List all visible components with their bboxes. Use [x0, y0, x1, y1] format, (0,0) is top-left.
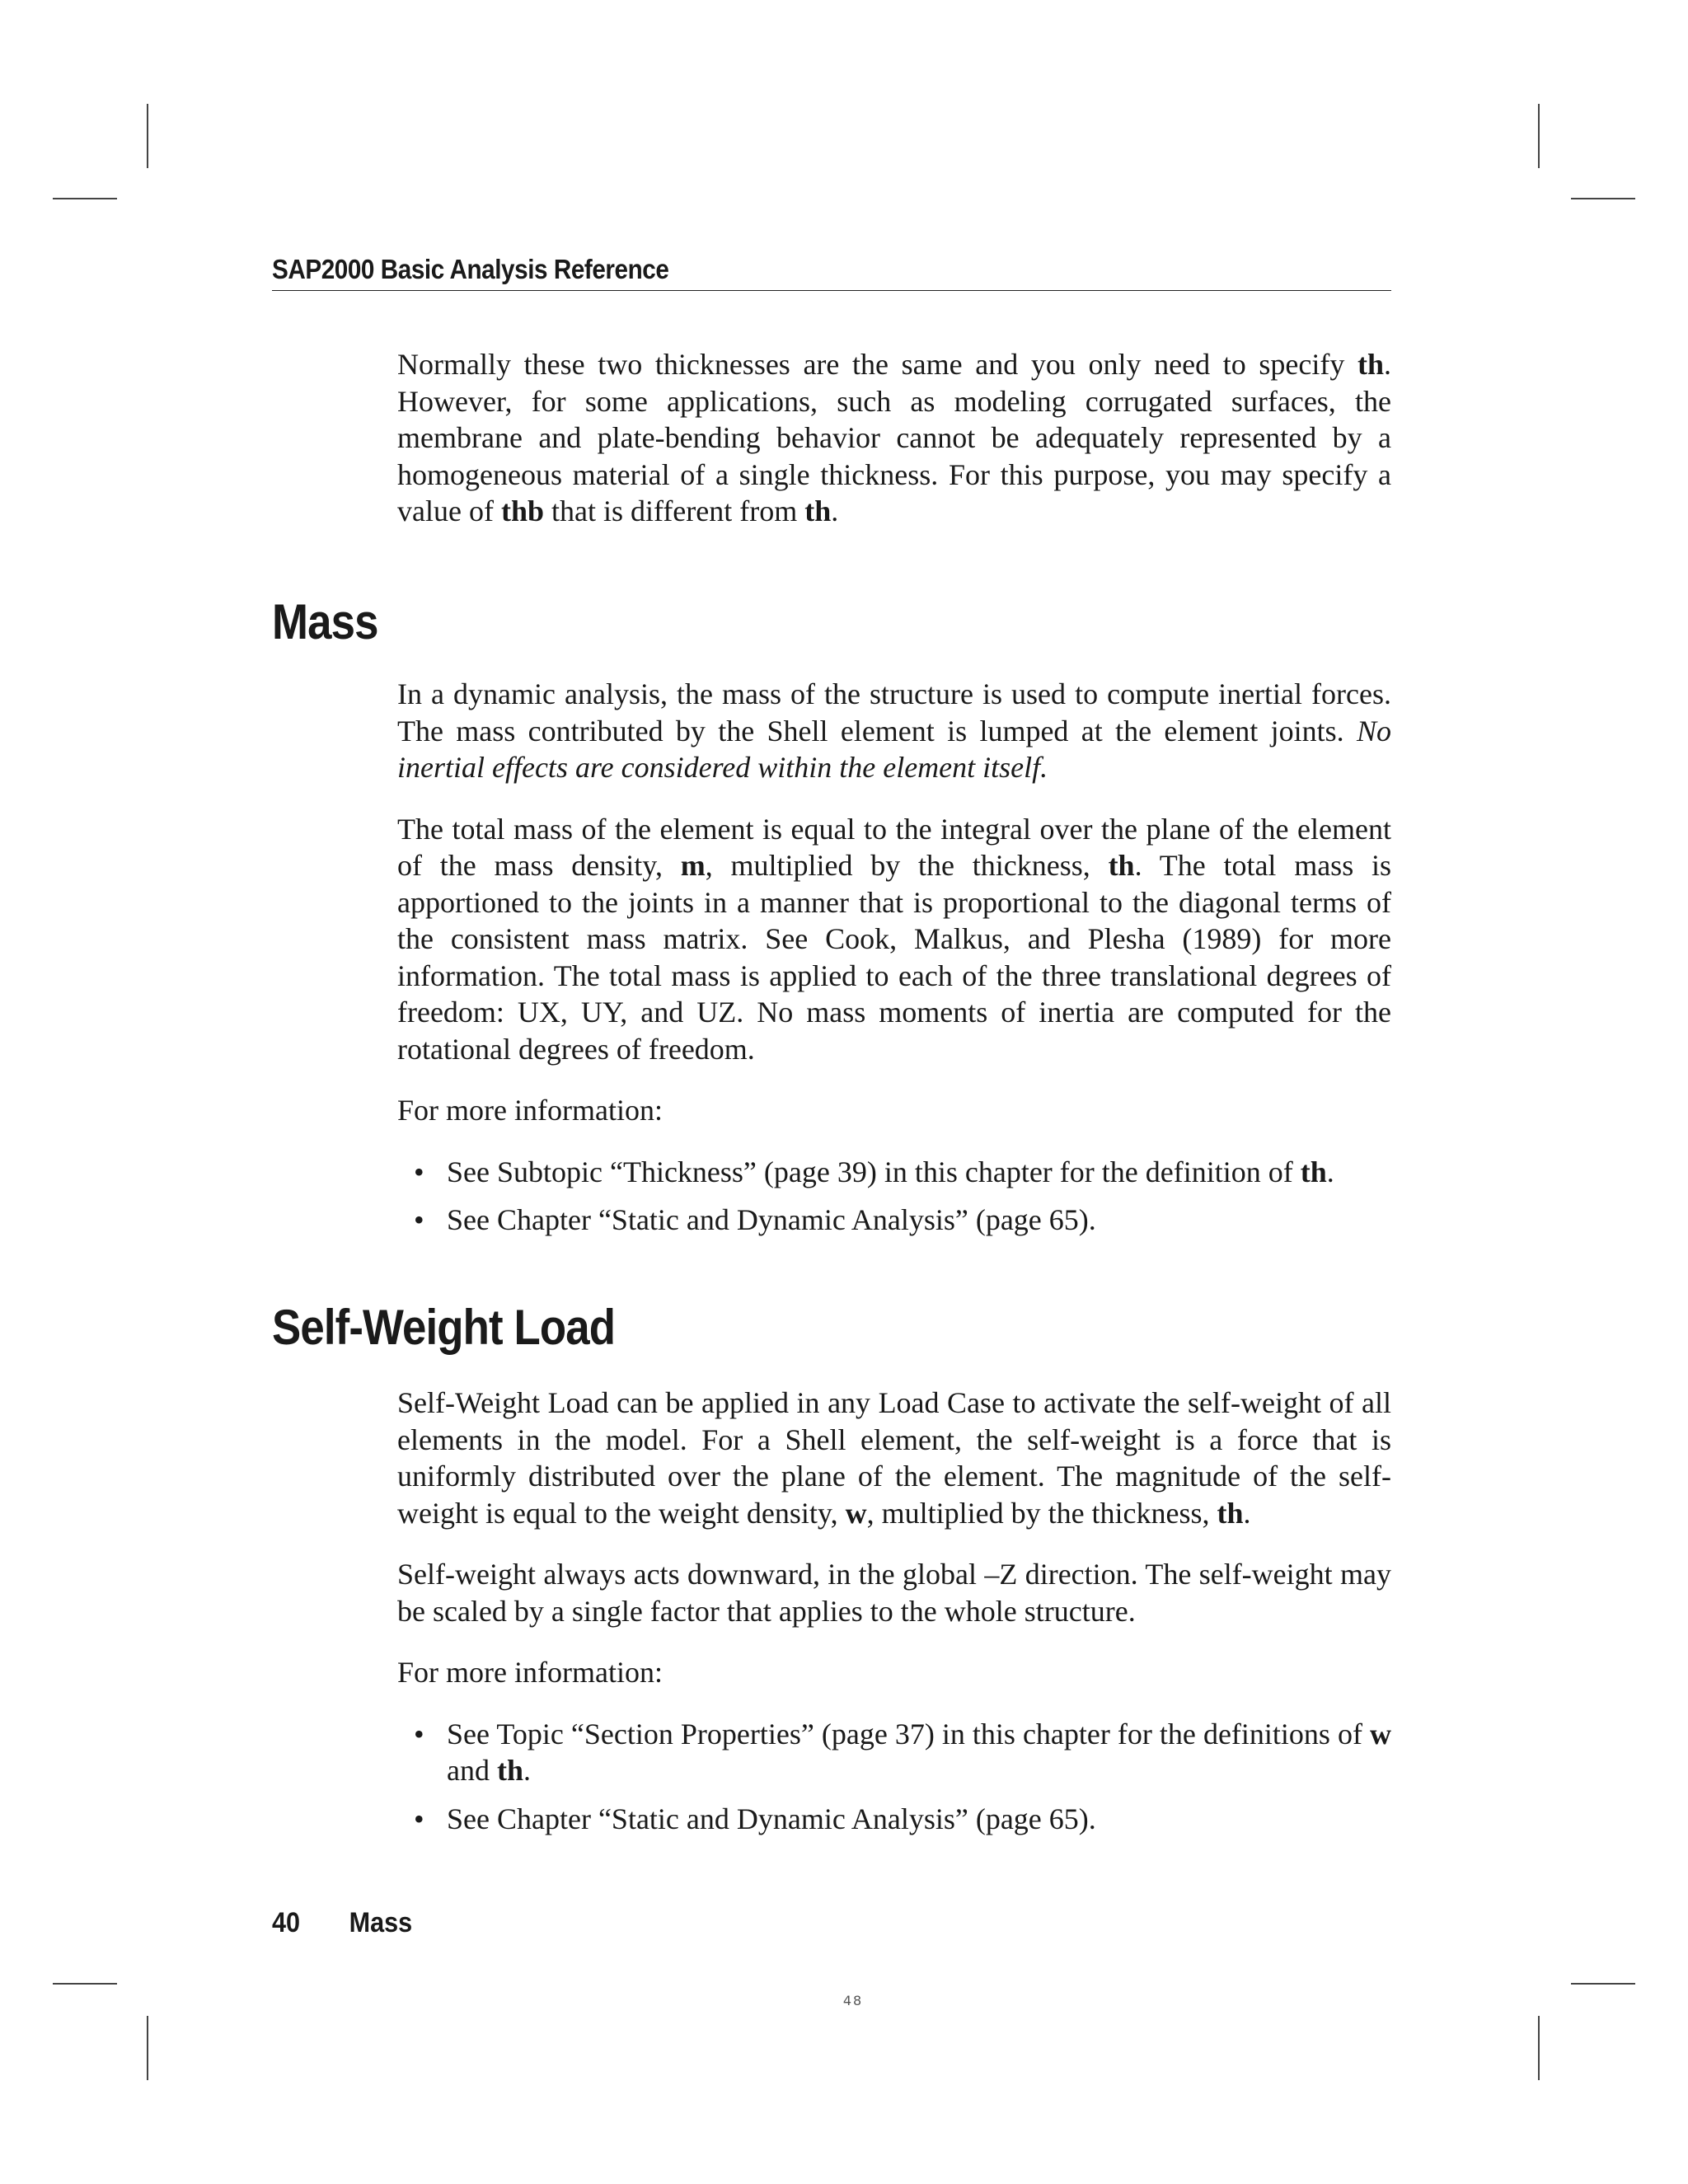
crop-mark — [53, 198, 117, 199]
bold-term: w — [1370, 1717, 1391, 1750]
text-run: . — [831, 494, 839, 527]
bold-term: thb — [500, 494, 544, 527]
sheet-number: 48 — [842, 1993, 864, 2008]
bold-term: th — [1108, 849, 1135, 882]
text-run: See Topic “Section Properties” (page 37) in this chapter for the definitions of — [447, 1717, 1370, 1750]
mass-section-body — [397, 676, 1391, 1250]
text-run: See Chapter “Static and Dynamic Analysis” (page 65). — [447, 1802, 1096, 1835]
text-run: . The total mass is apportioned to the joints in a manner that is proportional to the diagonal terms of the consistent mass matrix. See Cook, Malkus, and Plesha (1989) for more information. The total mass is applied to each of the three translational degrees of freedom: UX, UY, and UZ. No mass moments of inertia are computed for the rotational degrees of freedom. — [397, 849, 1391, 1066]
list-item — [397, 1801, 1391, 1838]
mass-paragraph-2 — [397, 811, 1391, 1068]
page-footer — [272, 1907, 412, 1939]
text-run: Normally these two thicknesses are the same and you only need to specify — [397, 348, 1357, 381]
text-run: , multiplied by the thickness, — [705, 849, 1109, 882]
crop-mark — [147, 104, 148, 168]
text-run: The total mass of the element is equal to the integral over the plane of the element of the mass density, — [397, 812, 1391, 882]
mass-paragraph-1 — [397, 676, 1391, 786]
bold-term: th — [496, 1754, 523, 1787]
list-item — [397, 1716, 1391, 1789]
italic-run: No inertial effects are considered within the element itself. — [397, 714, 1391, 784]
running-head: SAP2000 Basic Analysis Reference — [272, 254, 669, 284]
text-run: . — [523, 1754, 531, 1787]
intro-paragraph — [397, 346, 1391, 530]
text-run: . — [1243, 1496, 1251, 1530]
list-item — [397, 1154, 1391, 1191]
crop-mark — [147, 2016, 148, 2080]
crop-mark — [1571, 198, 1635, 199]
page-number: 40 — [272, 1907, 301, 1938]
bullet-glyph: • — [414, 1802, 424, 1835]
text-run: that is different from — [543, 494, 805, 527]
section-heading-mass: Mass — [272, 594, 378, 649]
self-weight-section-body — [397, 1385, 1391, 1849]
text-run: . — [1326, 1155, 1334, 1188]
self-weight-bullet-list — [397, 1716, 1391, 1838]
crop-mark — [1538, 2016, 1540, 2080]
bullet-glyph: • — [414, 1203, 424, 1236]
bold-term: th — [1217, 1496, 1244, 1530]
bold-term: th — [1300, 1155, 1327, 1188]
crop-mark — [1538, 104, 1540, 168]
text-run: and — [447, 1754, 497, 1787]
bold-term: m — [680, 849, 706, 882]
bullet-glyph: • — [414, 1717, 424, 1750]
text-run: . However, for some applications, such as modeling corrugated surfaces, the membrane and plate-bending behavior cannot be adequately represented by a homogeneous material of a single thickness. For this purpose, you may specify a value of — [397, 348, 1391, 527]
footer-section-name: Mass — [349, 1907, 413, 1938]
self-weight-more-info: For more information: — [397, 1656, 663, 1689]
text-run: See Subtopic “Thickness” (page 39) in this chapter for the definition of — [447, 1155, 1301, 1188]
text-run: See Chapter “Static and Dynamic Analysis” (page 65). — [447, 1203, 1096, 1236]
mass-bullet-list — [397, 1154, 1391, 1239]
mass-more-info: For more information: — [397, 1094, 663, 1127]
bold-term: th — [804, 494, 832, 527]
bullet-glyph: • — [414, 1155, 424, 1188]
bold-term: w — [845, 1496, 867, 1530]
self-weight-paragraph-1 — [397, 1385, 1391, 1531]
list-item — [397, 1202, 1391, 1239]
text-run: , multiplied by the thickness, — [866, 1496, 1217, 1530]
self-weight-paragraph-2: Self-weight always acts downward, in the global –Z direction. The self-weight may be scaled by a single factor that applies to the whole structure. — [397, 1558, 1391, 1628]
text-run: In a dynamic analysis, the mass of the structure is used to compute inertial forces. The mass contributed by the Shell element is lumped at the element joints. — [397, 677, 1391, 748]
crop-mark — [53, 1983, 117, 1985]
header-rule — [272, 290, 1391, 291]
crop-mark — [1571, 1983, 1635, 1985]
text-run: Self-Weight Load can be applied in any Load Case to activate the self-weight of all elements in the model. For a Shell element, the self-weight is a force that is uniformly distributed over the plane of the element. The magnitude of the self-weight is equal to the weight density, — [397, 1386, 1391, 1530]
intro-block — [397, 346, 1391, 555]
section-heading-self-weight: Self-Weight Load — [272, 1300, 616, 1355]
bold-term: th — [1357, 348, 1384, 381]
